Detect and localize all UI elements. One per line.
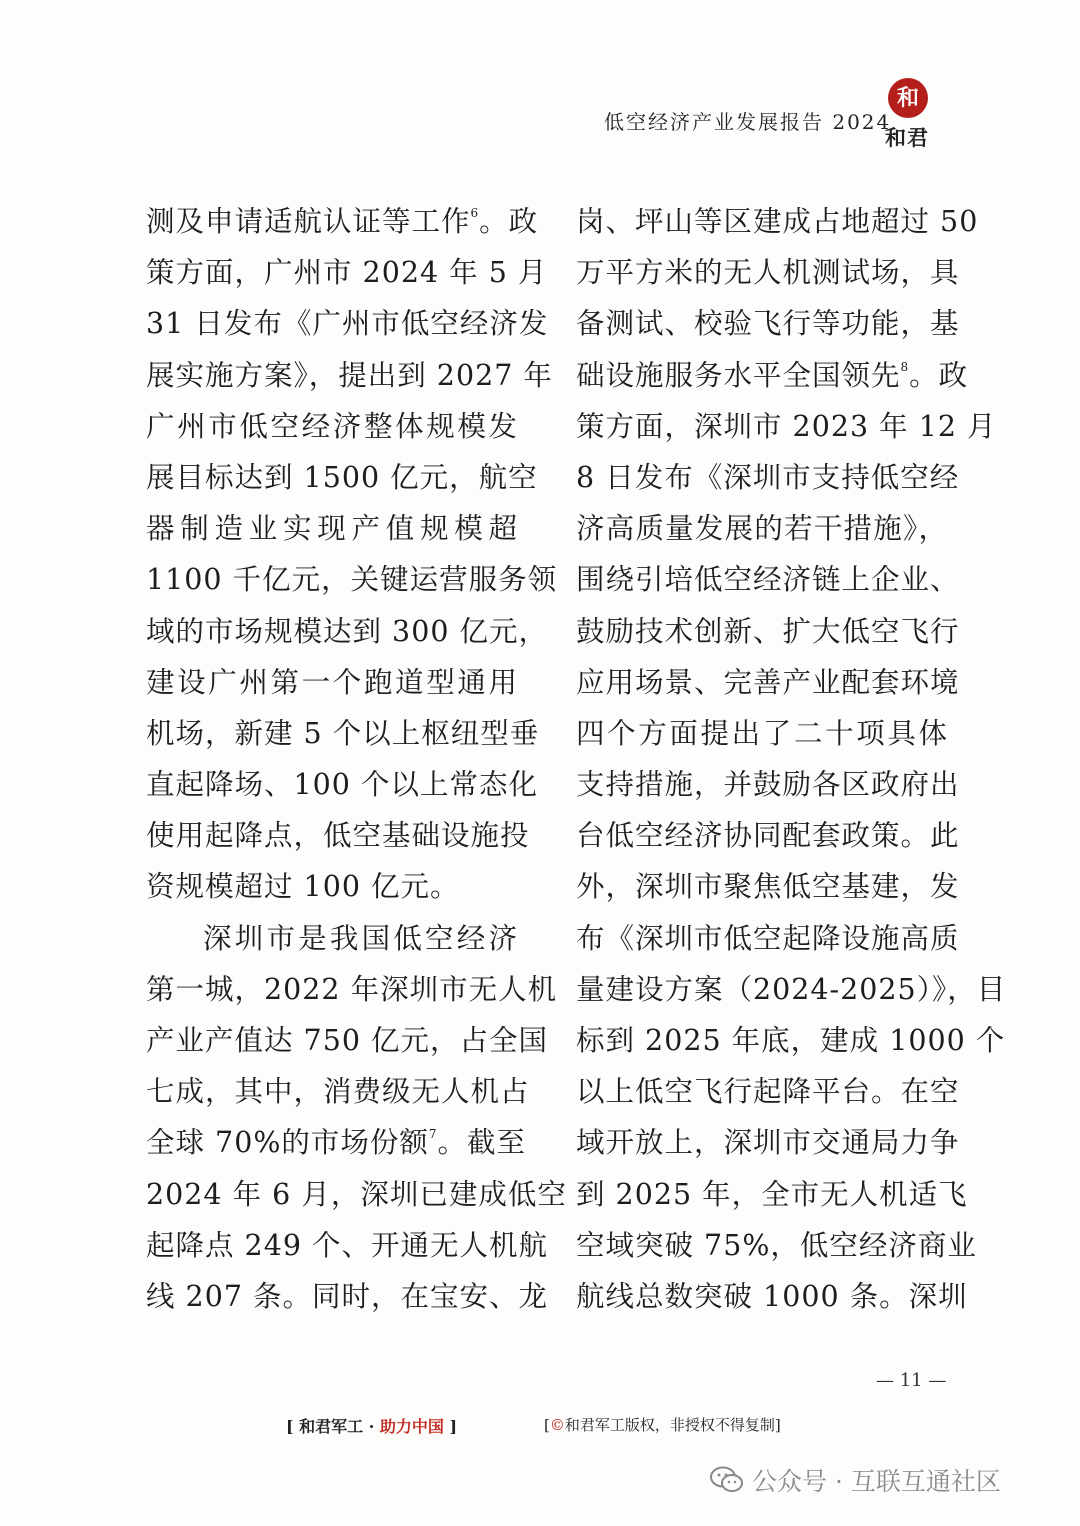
- text-segment: 备测试、校验飞行等功能，基: [576, 307, 960, 341]
- text-line: [146, 401, 518, 452]
- text-segment: 外，深圳市聚焦低空基建，发: [576, 870, 960, 904]
- copyright-bracket: [: [544, 1416, 550, 1434]
- text-line: [576, 913, 960, 964]
- text-line: [146, 913, 518, 964]
- text-segment: 31 日发布《广州市低空经济发: [146, 307, 549, 341]
- footer-brand-prefix: [ 和君军工 ·: [286, 1417, 380, 1436]
- text-line: [146, 298, 549, 349]
- footer-brand-slogan: 助力中国: [379, 1417, 444, 1436]
- footnote-ref: 7: [428, 1127, 438, 1142]
- text-segment: 础设施服务水平全国领先: [576, 358, 901, 392]
- text-line: [146, 1117, 527, 1168]
- report-title: 低空经济产业发展报告 2024: [604, 110, 892, 134]
- text-line: [576, 196, 979, 247]
- text-segment: 台低空经济协同配套政策。此: [576, 819, 960, 853]
- watermark-text: 公众号 · 互联互通社区: [752, 1467, 1001, 1496]
- text-segment: 策方面，广州市 2024 年 5 月: [146, 256, 548, 290]
- text-segment: 广州市低空经济整体规模发: [146, 409, 518, 443]
- text-line: [576, 298, 960, 349]
- text-segment: 围绕引培低空经济链上企业、: [576, 563, 960, 597]
- footnote-ref: 6: [470, 206, 480, 220]
- logo-seal: 和: [888, 78, 928, 118]
- text-segment: 岗、坪山等区建成占地超过 50: [576, 205, 979, 238]
- text-line: [146, 606, 549, 657]
- text-segment: 航线总数突破 1000 条。深圳: [576, 1279, 968, 1313]
- text-segment: 。截至: [437, 1126, 527, 1160]
- text-line: [576, 657, 960, 708]
- text-segment: 四个方面提出了二十项具体: [576, 716, 948, 750]
- text-line: [146, 247, 548, 298]
- text-line: [146, 657, 518, 708]
- text-segment: 。政: [479, 205, 539, 238]
- text-segment: 2024 年 6 月，深圳已建成低空: [146, 1177, 567, 1211]
- text-line: [146, 810, 530, 861]
- text-line: [576, 1117, 960, 1168]
- text-segment: 以上低空飞行起降平台。在空: [576, 1075, 960, 1109]
- right-text-column: [576, 196, 1007, 1322]
- text-segment: 第一城，2022 年深圳市无人机: [146, 972, 558, 1006]
- text-segment: 布《深圳市低空起降设施高质: [576, 921, 960, 955]
- text-segment: 建设广州第一个跑道型通用: [146, 665, 518, 699]
- text-segment: 展目标达到 1500 亿元，航空: [146, 460, 538, 494]
- footer-copyright: [544, 1414, 781, 1435]
- text-segment: 标到 2025 年底，建成 1000 个: [576, 1024, 1006, 1057]
- text-line: [576, 606, 960, 657]
- text-line: [576, 452, 960, 503]
- text-segment: 。政: [909, 358, 969, 392]
- text-segment: 展实施方案》，提出到 2027 年: [146, 358, 553, 392]
- text-line: [576, 1169, 968, 1220]
- text-segment: 测及申请适航认证等工作: [146, 205, 471, 238]
- text-line: [576, 247, 960, 298]
- text-segment: 资规模超过 100 亿元。: [146, 870, 460, 904]
- text-line: [576, 708, 948, 759]
- text-line: [146, 1169, 567, 1220]
- text-line: [576, 1015, 1006, 1066]
- text-line: [146, 964, 558, 1015]
- text-line: [576, 350, 969, 401]
- text-line: [576, 964, 1007, 1015]
- footer-brand-suffix: ]: [443, 1417, 458, 1436]
- text-line: [146, 350, 553, 401]
- text-segment: 支持措施，并鼓励各区政府出: [576, 768, 960, 802]
- text-segment: 直起降场、100 个以上常态化: [146, 768, 538, 802]
- text-segment: 到 2025 年，全市无人机适飞: [576, 1177, 968, 1211]
- text-line: [146, 1271, 549, 1322]
- wechat-icon: [710, 1466, 744, 1494]
- text-segment: 量建设方案（2024-2025）》，目: [576, 972, 1007, 1006]
- text-segment: 线 207 条。同时，在宝安、龙: [146, 1279, 549, 1313]
- text-line: [146, 503, 518, 554]
- text-line: [576, 810, 960, 861]
- text-segment: 鼓励技术创新、扩大低空飞行: [576, 614, 960, 648]
- copyright-symbol: ©: [549, 1416, 565, 1434]
- page-number: — 11 —: [876, 1370, 947, 1391]
- text-segment: 1100 千亿元，关键运营服务领: [146, 563, 558, 597]
- text-segment: 全球 70%的市场份额: [146, 1126, 429, 1160]
- text-segment: 万平方米的无人机测试场，具: [576, 256, 960, 290]
- text-segment: 济高质量发展的若干措施》，: [576, 512, 948, 546]
- text-line: [576, 1271, 968, 1322]
- text-line: [576, 503, 948, 554]
- text-segment: 域的市场规模达到 300 亿元，: [146, 614, 549, 648]
- text-segment: 深圳市是我国低空经济: [203, 921, 518, 955]
- text-line: [146, 1220, 549, 1271]
- text-line: [146, 759, 538, 810]
- text-line: [146, 196, 539, 247]
- text-segment: 8 日发布《深圳市支持低空经: [576, 460, 960, 494]
- text-line: [576, 1220, 977, 1271]
- text-segment: 策方面，深圳市 2023 年 12 月: [576, 409, 997, 443]
- text-segment: 起降点 249 个、开通无人机航: [146, 1228, 549, 1262]
- wechat-watermark: [710, 1462, 1001, 1498]
- text-segment: 域开放上，深圳市交通局力争: [576, 1126, 960, 1160]
- text-segment: 使用起降点，低空基础设施投: [146, 819, 530, 853]
- text-line: [576, 554, 960, 605]
- hejun-logo: [874, 78, 938, 152]
- text-segment: 七成，其中，消费级无人机占: [146, 1075, 530, 1109]
- footnote-ref: 8: [900, 359, 910, 374]
- text-segment: 应用场景、完善产业配套环境: [576, 665, 960, 699]
- text-line: [576, 861, 960, 912]
- text-line: [146, 1066, 530, 1117]
- copyright-text: 和君军工版权，非授权不得复制]: [564, 1416, 781, 1434]
- text-line: [576, 759, 960, 810]
- text-line: [576, 1066, 960, 1117]
- text-line: [146, 708, 540, 759]
- text-line: [146, 452, 538, 503]
- text-line: [576, 401, 997, 452]
- text-segment: 机场，新建 5 个以上枢纽型垂: [146, 716, 540, 750]
- footer-brand: [286, 1414, 457, 1437]
- text-segment: 空域突破 75%，低空经济商业: [576, 1228, 977, 1262]
- text-segment: 器制造业实现产值规模超: [146, 512, 518, 546]
- text-line: [146, 1015, 549, 1066]
- text-line: [146, 554, 558, 605]
- left-text-column: [146, 196, 567, 1322]
- text-segment: 产业产值达 750 亿元，占全国: [146, 1024, 549, 1057]
- text-line: [146, 861, 518, 912]
- logo-text: 和君: [885, 125, 929, 150]
